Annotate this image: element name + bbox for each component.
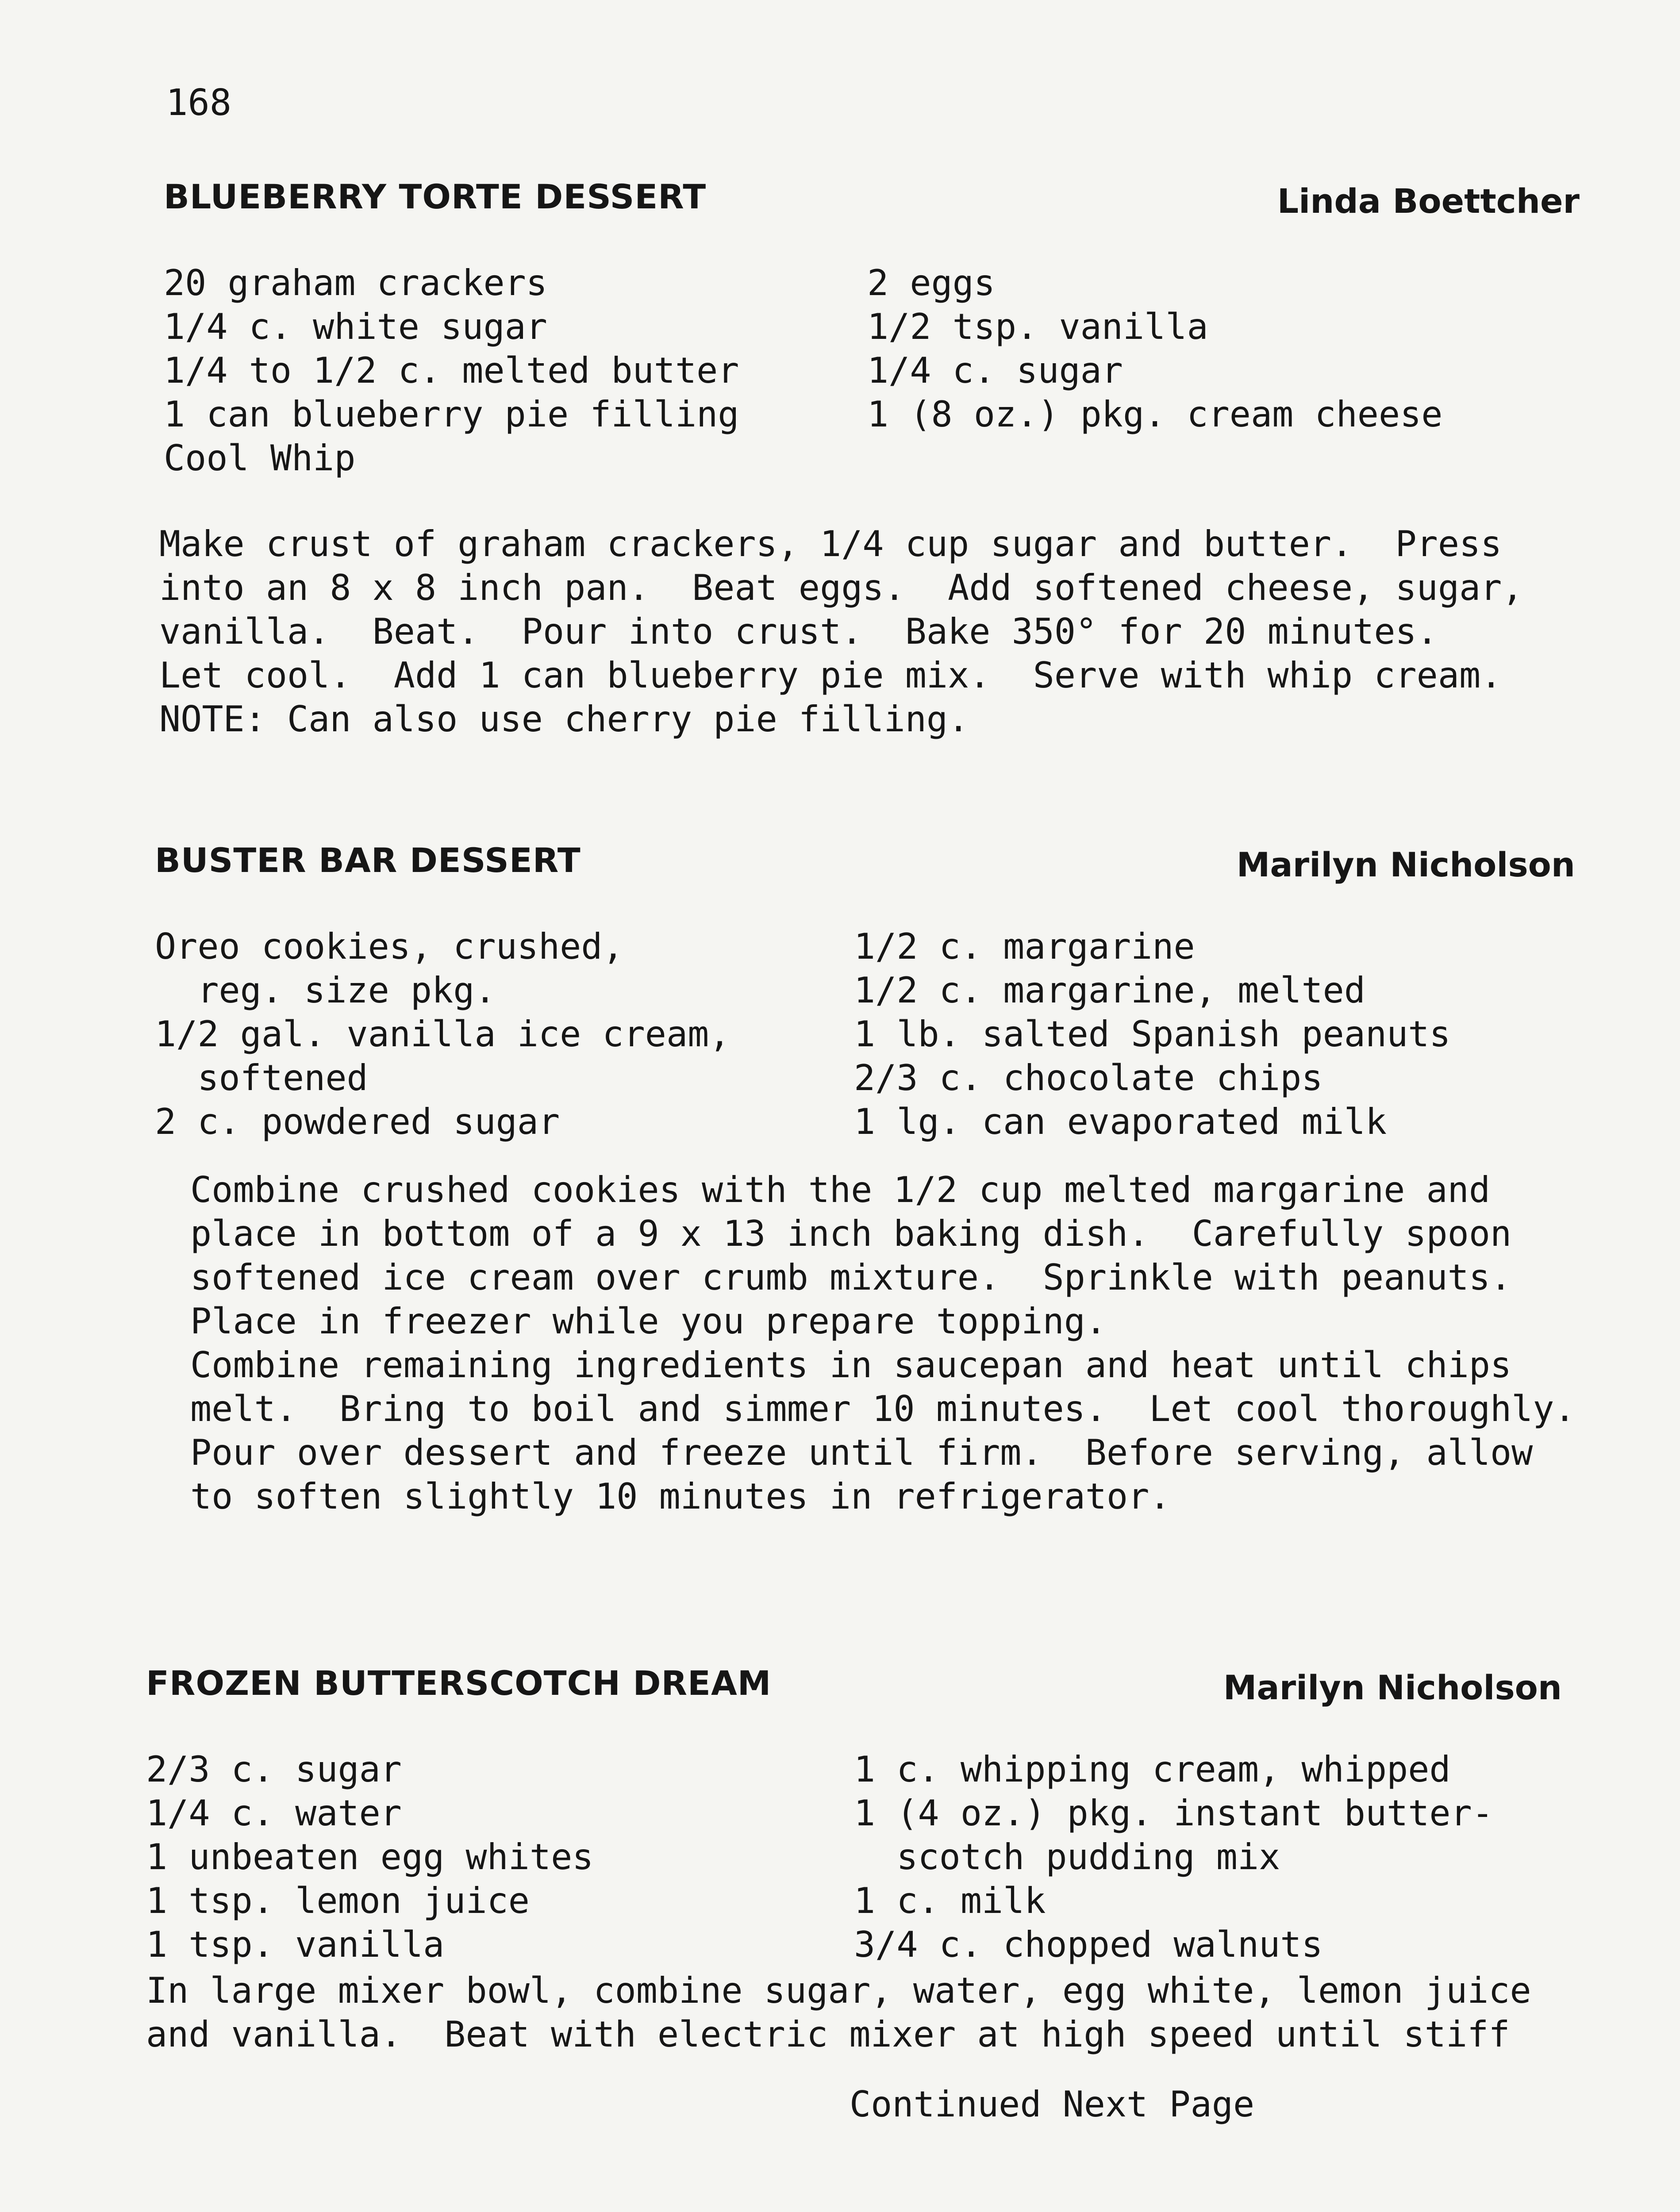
- recipe-frozen-butterscotch: [146, 1663, 1580, 2056]
- ingredients: [146, 1747, 1580, 1969]
- direction-line: NOTE: Can also use cherry pie filling.: [159, 699, 969, 740]
- direction-line: Combine crushed cookies with the 1/2 cup melted margarine and: [190, 1169, 1491, 1210]
- ingredient: 1/4 to 1/2 c. melted butter: [164, 350, 739, 391]
- direction-line: vanilla. Beat. Pour into crust. Bake 350° for 20 minutes.: [159, 611, 1438, 652]
- ingredient: 1/2 c. margarine, melted: [854, 970, 1365, 1011]
- recipe-title: BUSTER BAR DESSERT: [155, 841, 581, 880]
- continued-next-page: Continued Next Page: [850, 2084, 1255, 2125]
- direction-line: melt. Bring to boil and simmer 10 minutes. Let cool thoroughly.: [190, 1388, 1576, 1429]
- recipe-blueberry-torte: [146, 177, 1580, 741]
- recipe-header: [146, 841, 1580, 889]
- ingredient: Oreo cookies, crushed,: [155, 926, 624, 967]
- ingredient: 2 eggs: [867, 262, 995, 303]
- recipe-header: [146, 177, 1580, 226]
- ingredient: 1 c. milk: [854, 1880, 1046, 1921]
- ingredient: 1/4 c. sugar: [867, 350, 1123, 391]
- ingredient: scotch pudding mix: [854, 1836, 1280, 1878]
- ingredient: 2/3 c. chocolate chips: [854, 1057, 1323, 1098]
- ingredient: 1/4 c. white sugar: [164, 306, 547, 347]
- ingredient: 2 c. powdered sugar: [155, 1101, 560, 1142]
- ingredient: 1 tsp. vanilla: [146, 1924, 445, 1965]
- ingredient: 1 (4 oz.) pkg. instant butter-: [854, 1793, 1493, 1834]
- directions: [159, 522, 1580, 741]
- direction-line: into an 8 x 8 inch pan. Beat eggs. Add softened cheese, sugar,: [159, 567, 1523, 608]
- direction-line: softened ice cream over crumb mixture. Sprinkle with peanuts.: [190, 1257, 1512, 1298]
- ingredient: 1 can blueberry pie filling: [164, 394, 739, 435]
- recipe-author: Linda Boettcher: [1277, 181, 1580, 221]
- ingredient: Cool Whip: [164, 438, 356, 479]
- directions: [146, 1969, 1580, 2056]
- ingredient: 1/2 gal. vanilla ice cream,: [155, 1014, 730, 1055]
- ingredient: reg. size pkg.: [155, 970, 496, 1011]
- ingredients-right: [854, 925, 1562, 1144]
- ingredient: 1 (8 oz.) pkg. cream cheese: [867, 394, 1443, 435]
- directions: [190, 1168, 1580, 1518]
- direction-line: Pour over dessert and freeze until firm. Before serving, allow: [190, 1432, 1533, 1473]
- recipe-title: FROZEN BUTTERSCOTCH DREAM: [146, 1663, 772, 1703]
- direction-line: Combine remaining ingredients in saucepan and heat until chips: [190, 1344, 1512, 1386]
- ingredient: 1 unbeaten egg whites: [146, 1836, 594, 1878]
- ingredients-left: [155, 925, 845, 1144]
- ingredient: 20 graham crackers: [164, 262, 547, 303]
- ingredients-left: [164, 261, 854, 480]
- direction-line: to soften slightly 10 minutes in refrigerator.: [190, 1476, 1171, 1517]
- direction-line: place in bottom of a 9 x 13 inch baking dish. Carefully spoon: [190, 1213, 1512, 1254]
- recipe-author: Marilyn Nicholson: [1236, 845, 1575, 884]
- ingredients-right: [854, 1747, 1562, 1966]
- ingredient: 1/2 tsp. vanilla: [867, 306, 1208, 347]
- ingredient: 1 c. whipping cream, whipped: [854, 1749, 1451, 1790]
- direction-line: Place in freezer while you prepare topping.: [190, 1301, 1107, 1342]
- ingredient: 1 lb. salted Spanish peanuts: [854, 1014, 1451, 1055]
- ingredient: 1/4 c. water: [146, 1793, 402, 1834]
- direction-line: In large mixer bowl, combine sugar, water, egg white, lemon juice: [146, 1970, 1531, 2011]
- ingredients: [146, 925, 1580, 1146]
- recipe-buster-bar: [146, 841, 1580, 1518]
- ingredient: 1 tsp. lemon juice: [146, 1880, 530, 1921]
- ingredient: softened: [155, 1057, 368, 1098]
- recipe-author: Marilyn Nicholson: [1223, 1668, 1562, 1707]
- ingredients-left: [146, 1747, 836, 1966]
- recipe-header: [146, 1663, 1580, 1712]
- ingredient: 1 lg. can evaporated milk: [854, 1101, 1387, 1142]
- direction-line: Let cool. Add 1 can blueberry pie mix. Serve with whip cream.: [159, 655, 1502, 696]
- recipe-title: BLUEBERRY TORTE DESSERT: [164, 177, 707, 216]
- ingredient: 1/2 c. margarine: [854, 926, 1195, 967]
- direction-line: Make crust of graham crackers, 1/4 cup sugar and butter. Press: [159, 523, 1502, 565]
- direction-line: and vanilla. Beat with electric mixer at high speed until stiff: [146, 2014, 1510, 2055]
- ingredient: 2/3 c. sugar: [146, 1749, 402, 1790]
- ingredients-right: [867, 261, 1575, 436]
- ingredient: 3/4 c. chopped walnuts: [854, 1924, 1323, 1965]
- ingredients: [146, 261, 1580, 482]
- page-number: 168: [166, 82, 232, 124]
